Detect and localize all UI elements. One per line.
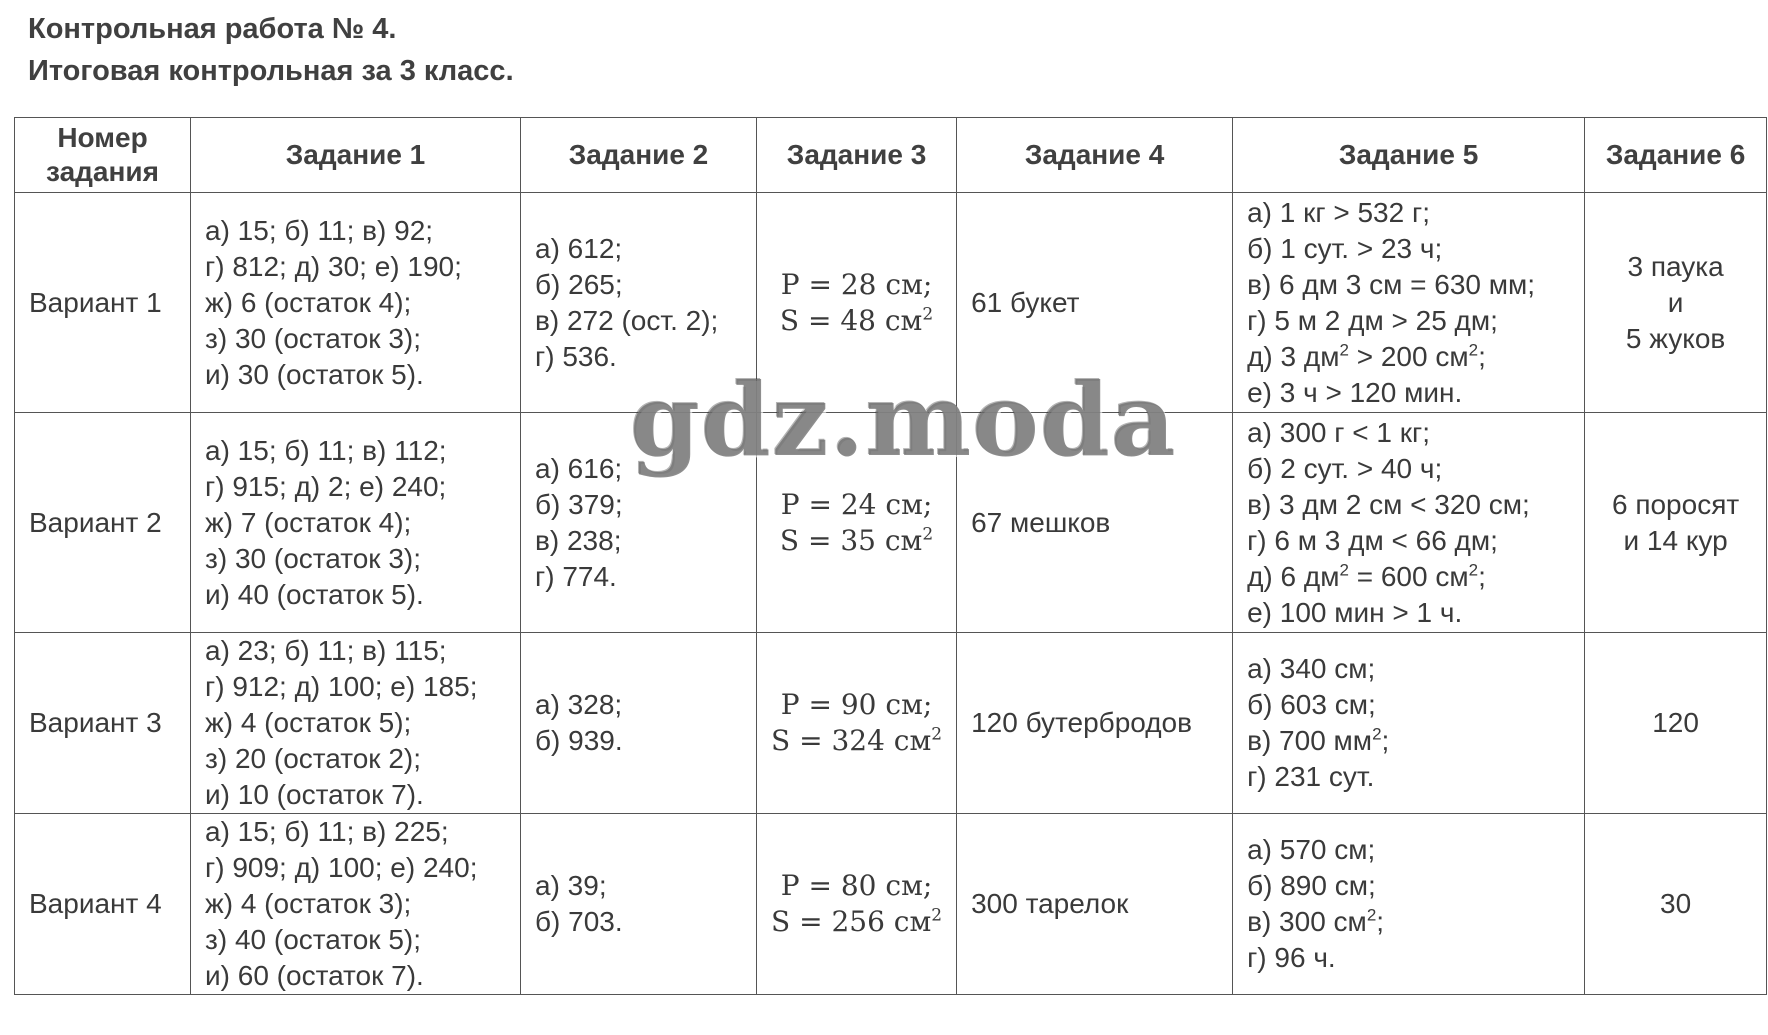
task4-cell: 61 букет <box>957 193 1233 413</box>
area-exponent: 2 <box>931 905 943 926</box>
task6-cell <box>1585 814 1767 995</box>
answer-line: ж) 4 (остаток 5); <box>205 707 412 738</box>
area-exponent: 2 <box>922 524 934 545</box>
perimeter-formula: P = 80 см; <box>780 869 933 902</box>
square-exponent: 2 <box>1372 724 1382 744</box>
task1-cell <box>191 193 521 413</box>
answer-line: 6 поросят <box>1611 488 1740 520</box>
answer-line: 3 паука <box>1627 250 1724 282</box>
answer-line: а) 23; б) 11; в) 115; <box>205 635 447 666</box>
answer-part: > 200 см <box>1348 340 1469 372</box>
area-formula-text: S = 35 см <box>779 523 923 557</box>
area-formula-text: S = 48 см <box>779 303 923 337</box>
answer-line: а) 616; <box>535 452 623 484</box>
answer-line: в) 272 (ост. 2); <box>535 304 719 336</box>
task3-cell <box>757 633 957 814</box>
answer-line: и 14 кур <box>1623 524 1728 556</box>
answer-line: г) 909; д) 100; е) 240; <box>205 852 478 883</box>
answer-line: б) 890 см; <box>1247 870 1376 901</box>
answer-line: з) 30 (остаток 3); <box>205 322 422 354</box>
answer-line: г) 536. <box>535 340 617 372</box>
page-header <box>28 8 514 92</box>
perimeter-formula: P = 24 см; <box>780 487 933 521</box>
answer-line: г) 6 м 3 дм < 66 дм; <box>1247 524 1498 556</box>
square-exponent: 2 <box>1468 340 1479 360</box>
answer-line: а) 15; б) 11; в) 112; <box>205 434 447 466</box>
variant-label: Вариант 2 <box>15 413 191 633</box>
perimeter-formula: P = 28 см; <box>780 267 933 301</box>
answer-part: = 600 см <box>1348 560 1469 592</box>
area-formula-text: S = 324 см <box>771 724 932 757</box>
table-row <box>15 413 1767 633</box>
task1-cell <box>191 413 521 633</box>
answer-line: а) 15; б) 11; в) 225; <box>205 816 449 847</box>
answer-line: з) 30 (остаток 3); <box>205 542 422 574</box>
answer-part: в) 700 мм <box>1247 725 1373 756</box>
answer-line: б) 603 см; <box>1247 689 1376 720</box>
answer-line: а) 39; <box>535 870 607 901</box>
area-formula <box>771 723 942 759</box>
task1-cell <box>191 633 521 814</box>
answer-line: 5 жуков <box>1625 322 1726 354</box>
table-row <box>15 633 1767 814</box>
answers-table <box>14 117 1767 995</box>
answer-line: а) 328; <box>535 689 623 720</box>
task2-cell <box>521 193 757 413</box>
task2-cell <box>521 633 757 814</box>
task3-cell <box>757 413 957 633</box>
answer-line <box>1247 559 1570 595</box>
column-header: Задание 4 <box>957 118 1233 193</box>
answer-line: е) 100 мин > 1 ч. <box>1247 596 1463 628</box>
answer-line: г) 812; д) 30; е) 190; <box>205 250 462 282</box>
task2-cell <box>521 814 757 995</box>
column-header: Задание 2 <box>521 118 757 193</box>
task3-cell <box>757 814 957 995</box>
answer-line: а) 15; б) 11; в) 92; <box>205 214 434 246</box>
table-row <box>15 193 1767 413</box>
answer-part: ; <box>1381 725 1390 756</box>
page-title: Контрольная работа № 4. <box>28 13 397 45</box>
answer-line: и) 40 (остаток 5). <box>205 578 424 610</box>
answer-line: и) 10 (остаток 7). <box>205 779 424 810</box>
answer-line: и) 60 (остаток 7). <box>205 960 424 991</box>
answer-line: б) 265; <box>535 268 623 300</box>
variant-label: Вариант 3 <box>15 633 191 814</box>
answer-part: д) 3 дм <box>1247 340 1340 372</box>
square-exponent: 2 <box>1366 905 1377 925</box>
task5-cell <box>1233 193 1585 413</box>
answer-part: ; <box>1478 340 1486 372</box>
page-subtitle: Итоговая контрольная за 3 класс. <box>28 55 514 87</box>
answer-line: ж) 7 (остаток 4); <box>205 506 412 538</box>
area-formula-text: S = 256 см <box>771 905 932 938</box>
square-exponent: 2 <box>1339 560 1349 580</box>
task6-cell <box>1585 413 1767 633</box>
answer-line <box>1247 723 1570 759</box>
answer-line: б) 2 сут. > 40 ч; <box>1247 452 1443 484</box>
answer-line: б) 703. <box>535 906 623 937</box>
task6-cell <box>1585 633 1767 814</box>
square-exponent: 2 <box>1468 560 1479 580</box>
task5-cell <box>1233 633 1585 814</box>
answer-line: ж) 4 (остаток 3); <box>205 888 412 919</box>
answer-line: г) 774. <box>535 560 617 592</box>
column-header: Задание 6 <box>1585 118 1767 193</box>
area-formula <box>771 523 942 559</box>
answer-line: е) 3 ч > 120 мин. <box>1247 376 1463 408</box>
area-exponent: 2 <box>922 304 934 325</box>
answer-line: и <box>1667 286 1684 318</box>
answer-line: 120 <box>1652 707 1699 738</box>
answer-line: 30 <box>1660 888 1692 919</box>
answer-part: д) 6 дм <box>1247 560 1340 592</box>
answer-part: в) 300 см <box>1247 906 1367 937</box>
answer-line: в) 238; <box>535 524 622 556</box>
task6-cell <box>1585 193 1767 413</box>
answer-line: з) 20 (остаток 2); <box>205 743 422 774</box>
answer-line: ж) 6 (остаток 4); <box>205 286 412 318</box>
task4-cell: 120 бутербродов <box>957 633 1233 814</box>
answer-line: а) 612; <box>535 232 623 264</box>
answer-line: в) 3 дм 2 см < 320 см; <box>1247 488 1530 520</box>
column-header: Задание 3 <box>757 118 957 193</box>
task5-cell <box>1233 413 1585 633</box>
column-header: Задание 1 <box>191 118 521 193</box>
watermark: gdz.moda <box>630 361 1177 479</box>
answer-line: в) 6 дм 3 см = 630 мм; <box>1247 268 1536 300</box>
answer-line: и) 30 (остаток 5). <box>205 358 424 390</box>
answer-line: а) 340 см; <box>1247 653 1376 684</box>
task4-cell: 300 тарелок <box>957 814 1233 995</box>
answer-line: б) 1 сут. > 23 ч; <box>1247 232 1443 264</box>
perimeter-formula: P = 90 см; <box>780 688 933 721</box>
column-header: Номер задания <box>15 118 191 193</box>
task2-cell <box>521 413 757 633</box>
area-exponent: 2 <box>931 724 943 745</box>
answer-part: ; <box>1376 906 1385 937</box>
answer-line: г) 5 м 2 дм > 25 дм; <box>1247 304 1498 336</box>
column-header: Задание 5 <box>1233 118 1585 193</box>
answer-line: а) 1 кг > 532 г; <box>1247 196 1430 228</box>
answer-line: г) 231 сут. <box>1247 761 1375 792</box>
header-row <box>15 118 1767 193</box>
variant-label: Вариант 1 <box>15 193 191 413</box>
answer-line: б) 379; <box>535 488 623 520</box>
answer-line: а) 300 г < 1 кг; <box>1247 416 1430 448</box>
answer-line: а) 570 см; <box>1247 834 1376 865</box>
answer-line: б) 939. <box>535 725 623 756</box>
answer-line <box>1247 904 1570 940</box>
square-exponent: 2 <box>1339 340 1349 360</box>
answer-line: з) 40 (остаток 5); <box>205 924 422 955</box>
area-formula <box>771 303 942 339</box>
answer-line: г) 915; д) 2; е) 240; <box>205 470 447 502</box>
variant-label: Вариант 4 <box>15 814 191 995</box>
task1-cell <box>191 814 521 995</box>
task5-cell <box>1233 814 1585 995</box>
answer-line: г) 912; д) 100; е) 185; <box>205 671 478 702</box>
table-row <box>15 814 1767 995</box>
area-formula <box>771 904 942 940</box>
answer-line: г) 96 ч. <box>1247 942 1336 973</box>
task4-cell: 67 мешков <box>957 413 1233 633</box>
answer-line <box>1247 339 1570 375</box>
task3-cell <box>757 193 957 413</box>
answer-part: ; <box>1478 560 1486 592</box>
